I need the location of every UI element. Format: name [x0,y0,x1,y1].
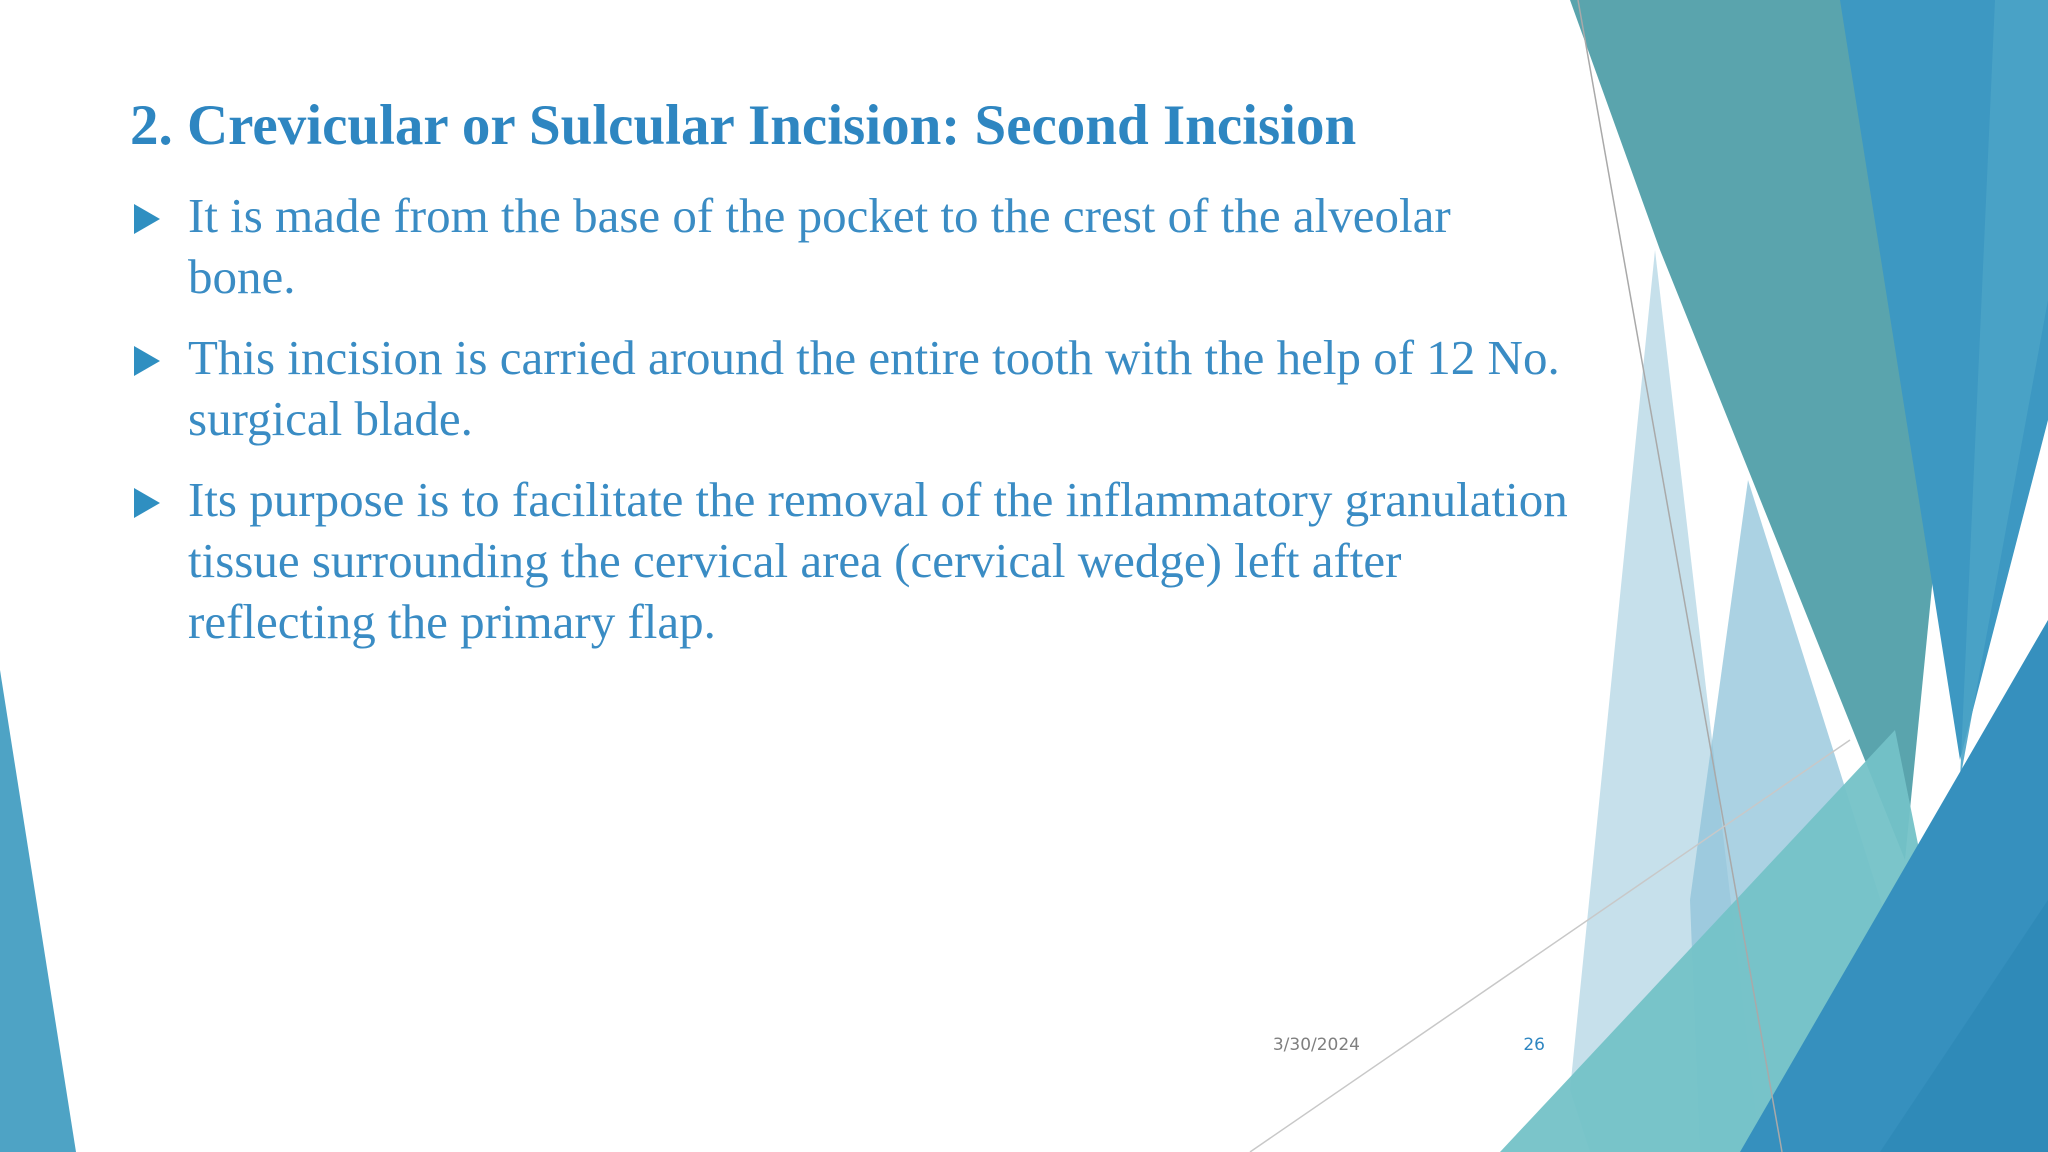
bullet-text: Its purpose is to facilitate the removal of the inflammatory granulation tissue surrounding the cervical area (cervical wedge) left after reflecting the primary flap. [188,472,1568,649]
bullet-item [130,185,1570,307]
footer-date: 3/30/2024 [1272,1035,1360,1055]
bullet-text: It is made from the base of the pocket to the crest of the alveolar bone. [188,188,1451,304]
triangle-right-icon [134,488,160,518]
bullet-item [130,469,1570,652]
slide-title: 2. Crevicular or Sulcular Incision: Second Incision [130,94,1357,157]
triangle-right-icon [134,204,160,234]
left-edge-triangle [0,670,76,1152]
bullet-text: This incision is carried around the entire tooth with the help of 12 No. surgical blade. [188,330,1560,446]
bullet-item [130,327,1570,449]
bullet-list [130,185,1570,672]
triangle-right-icon [134,346,160,376]
footer-page-number: 26 [1523,1035,1545,1055]
